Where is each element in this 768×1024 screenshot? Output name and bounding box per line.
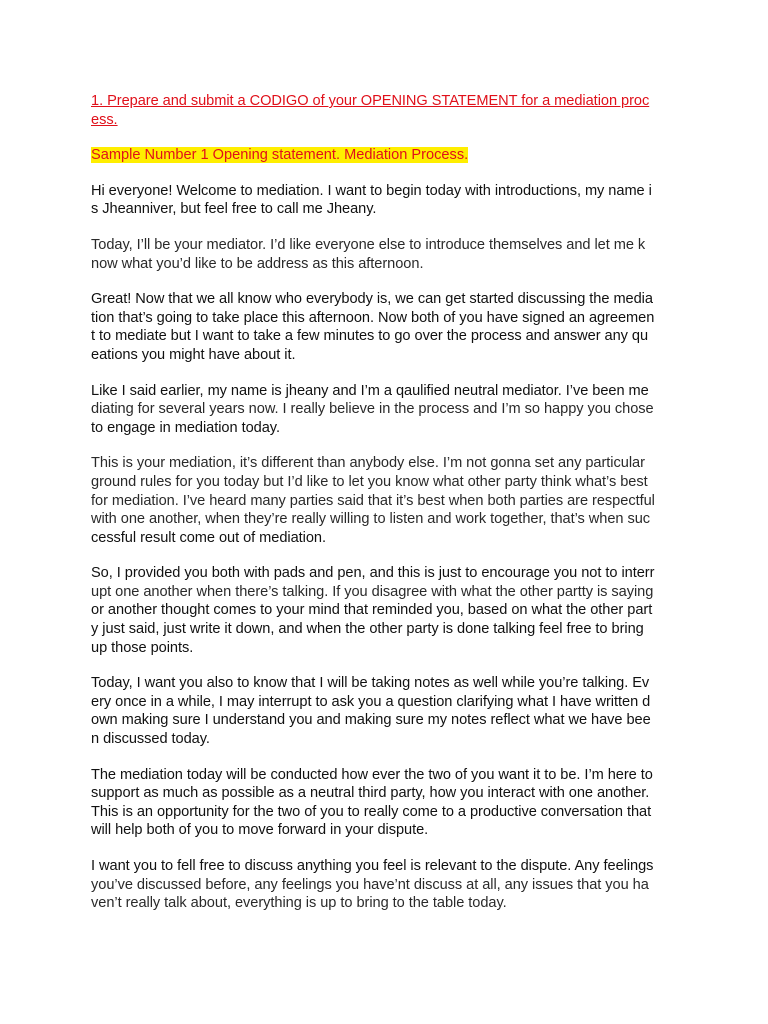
paragraph-line: Great! Now that we all know who everybody is, we can get started discussing the media: [91, 291, 653, 308]
sample-title-block: [91, 146, 681, 165]
paragraph-process: [91, 290, 681, 364]
paragraph-mediator-credentials: [91, 382, 681, 438]
paragraph-line: s Jheanniver, but feel free to call me Jheany.: [91, 201, 377, 218]
paragraph-line: diating for several years now. I really believe in the process and I’m so happy you chose: [91, 401, 654, 418]
paragraph-line: you’ve discussed before, any feelings you have’nt discuss at all, any issues that you ha: [91, 876, 649, 893]
heading-line: 1. Prepare and submit a CODIGO of your OPENING STATEMENT for a mediation proc: [91, 93, 650, 109]
sample-title: Sample Number 1 Opening statement. Mediation Process.: [91, 147, 469, 164]
paragraph-line: Today, I want you also to know that I will be taking notes as well while you’re talking. Ev: [91, 675, 650, 692]
paragraph-notes: [91, 674, 681, 748]
paragraph-line: I want you to fell free to discuss anything you feel is relevant to the dispute. Any feelings: [91, 858, 654, 874]
paragraph-line: for mediation. I’ve heard many parties said that it’s best when both parties are respectful: [91, 492, 655, 509]
paragraph-line: up those points.: [91, 639, 194, 656]
paragraph-line: or another thought comes to your mind that reminded you, based on what the other part: [91, 602, 653, 619]
paragraph-line: ery once in a while, I may interrupt to ask you a question clarifying what I have written d: [91, 693, 651, 710]
paragraph-line: Like I said earlier, my name is jheany and I’m a qaulified neutral mediator. I’ve been me: [91, 382, 649, 399]
heading-line: ess.: [91, 111, 118, 128]
paragraph-line: Hi everyone! Welcome to mediation. I want to begin today with introductions, my name i: [91, 182, 652, 199]
paragraph-line: t to mediate but I want to take a few minutes to go over the process and answer any qu: [91, 328, 649, 345]
paragraph-conduct: [91, 766, 681, 840]
paragraph-introductions: [91, 236, 681, 273]
paragraph-line: ground rules for you today but I’d like to let you know what other party think what’s best: [91, 473, 648, 490]
paragraph-line: The mediation today will be conducted how ever the two of you want it to be. I’m here to: [91, 766, 653, 783]
paragraph-line: n discussed today.: [91, 731, 210, 748]
paragraph-line: This is an opportunity for the two of you to really come to a productive conversation that: [91, 803, 652, 820]
paragraph-line: with one another, when they’re really willing to listen and work together, that’s when suc: [91, 511, 651, 528]
paragraph-greeting: [91, 182, 681, 219]
paragraph-line: ven’t really talk about, everything is up to bring to the table today.: [91, 895, 507, 912]
paragraph-line: will help both of you to move forward in your dispute.: [91, 822, 429, 839]
paragraph-line: y just said, just write it down, and when the other party is done talking feel free to bring: [91, 621, 644, 638]
assignment-heading: [91, 92, 681, 129]
paragraph-line: upt one another when there’s talking. If you disagree with what the other partty is saying: [91, 583, 654, 600]
paragraph-line: eations you might have about it.: [91, 346, 296, 363]
paragraph-line: tion that’s going to take place this afternoon. Now both of you have signed an agreemen: [91, 309, 655, 326]
paragraph-feelings: [91, 857, 681, 913]
paragraph-pads-and-pen: [91, 564, 681, 657]
paragraph-line: own making sure I understand you and making sure my notes reflect what we have bee: [91, 712, 651, 729]
paragraph-line: support as much as possible as a neutral third party, how you interact with one another.: [91, 785, 650, 802]
paragraph-line: cessful result come out of mediation.: [91, 529, 327, 546]
paragraph-ground-rules: [91, 454, 681, 547]
document-page: [91, 92, 681, 930]
paragraph-line: This is your mediation, it’s different than anybody else. I’m not gonna set any particular: [91, 455, 645, 472]
paragraph-line: Today, I’ll be your mediator. I’d like everyone else to introduce themselves and let me k: [91, 236, 646, 253]
paragraph-line: now what you’d like to be address as this afternoon.: [91, 255, 424, 272]
paragraph-line: So, I provided you both with pads and pen, and this is just to encourage you not to interr: [91, 565, 655, 582]
paragraph-line: to engage in mediation today.: [91, 419, 280, 436]
